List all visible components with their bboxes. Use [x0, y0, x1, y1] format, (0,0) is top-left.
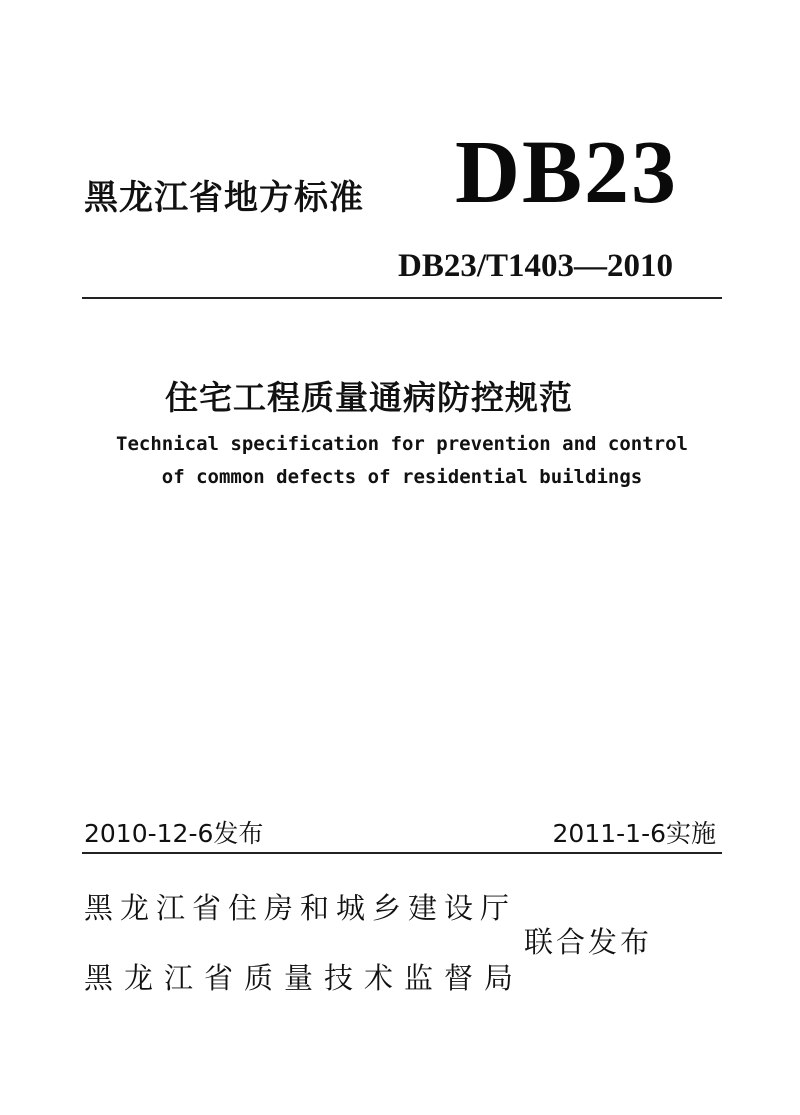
title-english: [82, 428, 722, 494]
standard-code-logo: DB23: [455, 123, 679, 222]
issue-date: 2010-12-6发布: [84, 819, 264, 848]
joint-publish-label: 联合发布: [524, 925, 653, 959]
standard-number: DB23/T1403—2010: [398, 248, 674, 284]
publisher-quality-bureau: 黑龙江省质量技术监督局: [84, 961, 525, 995]
top-divider: [82, 297, 722, 299]
publisher-housing-department: 黑龙江省住房和城乡建设厅: [84, 891, 517, 925]
title-english-line-1: Technical specification for prevention and control: [116, 433, 688, 455]
bottom-divider: [82, 852, 722, 854]
effective-date: 2011-1-6实施: [552, 819, 716, 848]
title-chinese: 住宅工程质量通病防控规范: [165, 378, 573, 417]
title-english-line-2: of common defects of residential buildings: [161, 466, 643, 488]
standard-type-label: 黑龙江省地方标准: [84, 178, 364, 218]
